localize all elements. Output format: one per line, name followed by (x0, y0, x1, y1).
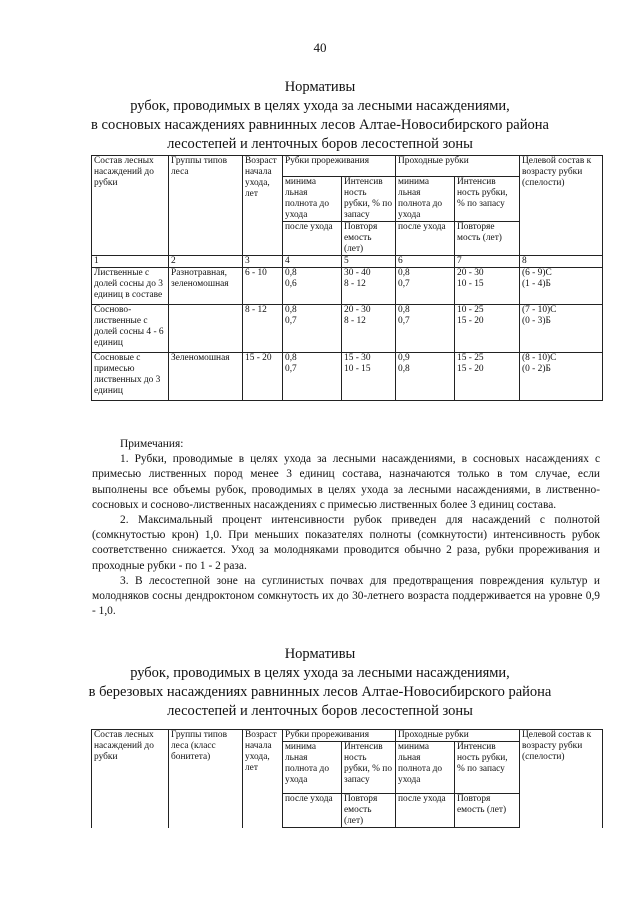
table-row (92, 305, 603, 353)
header-min-density-2: минима льная полнота до ухода (396, 742, 455, 794)
header-thinning: Рубки прореживания (283, 730, 396, 742)
row-composition: Лиственные с долей сосны до 3 единиц в составе (92, 268, 169, 305)
row-target-composition: (6 - 9)С (1 - 4)Б (522, 268, 552, 289)
header-intensity-2: Интенсив ность рубки, % по запасу (455, 177, 520, 222)
column-number: 3 (243, 256, 283, 268)
header-after-care: после ухода (283, 794, 342, 828)
row-passage-density: 0,8 0,7 (398, 268, 410, 289)
row-target-composition: (7 - 10)С (0 - 3)Б (522, 305, 557, 326)
note-item: 1. Рубки, проводимые в целях ухода за лесными насаждениями, в сосновых насаждениях с примесью лиственных пород менее 3 единиц состава, назначаются только в том случае, если выполнены все объемы рубок, проводимых в целях ухода за лесными насаждениями, в лиственно-сосновых и сосново-лиственных насаждениях с примесью лиственных более 3 единиц состава. (92, 453, 600, 511)
row-thinning-density: 0,8 0,6 (285, 268, 297, 289)
header-start-age: Возраст начала ухода, лет (243, 156, 283, 256)
row-passage-density: 0,9 0,8 (398, 353, 410, 374)
header-thinning: Рубки прореживания (283, 156, 396, 177)
notes-title: Примечания: (120, 438, 184, 450)
row-start-age: 15 - 20 (243, 353, 283, 401)
header-after-care-2: после ухода (396, 222, 455, 256)
column-number: 5 (342, 256, 396, 268)
notes (92, 437, 600, 619)
row-passage-intensity: 10 - 25 15 - 20 (457, 305, 484, 326)
section1-heading-line-2: рубок, проводимых в целях ухода за лесными насаждениями, (130, 98, 510, 114)
row-composition: Сосново-лиственные с долей сосны 4 - 6 единиц (92, 305, 169, 353)
header-repeat-2: Повторяе мость (лет) (455, 222, 520, 256)
row-thinning-intensity: 30 - 40 8 - 12 (344, 268, 371, 289)
section1-heading-line-1: Нормативы (284, 79, 356, 95)
column-number: 8 (520, 256, 603, 268)
header-forest-types: Группы типов леса (169, 156, 243, 256)
header-min-density-2: минима льная полнота до ухода (396, 177, 455, 222)
row-forest-types: Зеленомошная (169, 353, 243, 401)
header-min-density: минима льная полнота до ухода (283, 177, 342, 222)
header-repeat: Повторя емость (лет) (342, 794, 396, 828)
header-intensity: Интенсив ность рубки, % по запасу (342, 742, 396, 794)
row-thinning-density: 0,8 0,7 (285, 305, 297, 326)
row-forest-types (169, 305, 243, 353)
column-number: 1 (92, 256, 169, 268)
header-composition: Состав лесных насаждений до рубки (92, 156, 169, 256)
header-repeat: Повторя емость (лет) (342, 222, 396, 256)
section2-heading-line-4: лесостепей и ленточных боров лесостепной зоны (167, 703, 473, 719)
row-forest-types: Разнотравная, зеленомошная (169, 268, 243, 305)
row-target-composition: (8 - 10)С (0 - 2)Б (522, 353, 557, 374)
header-passage: Проходные рубки (396, 156, 520, 177)
note-item: 3. В лесостепной зоне на суглинистых почвах для предотвращения повреждения культур и молодняков сосны дендроктоном сомкнутость их до 30-летнего возраста поддерживается на уровне 0,9 - 1,0. (92, 574, 600, 618)
row-thinning-density: 0,8 0,7 (285, 353, 297, 374)
birch-standards-table (91, 729, 603, 828)
section1-heading (40, 78, 600, 154)
section1-heading-line-3: в сосновых насаждениях равнинных лесов Алтае-Новосибирского района (91, 117, 549, 133)
header-passage: Проходные рубки (396, 730, 520, 742)
table-row (92, 353, 603, 401)
table-row (92, 268, 603, 305)
row-composition: Сосновые с примесью лиственных до 3 единиц (92, 353, 169, 401)
header-target-composition: Целевой состав к возрасту рубки (спелости) (520, 730, 603, 828)
column-number-row (92, 256, 603, 268)
header-min-density: минима льная полнота до ухода (283, 742, 342, 794)
header-target-composition: Целевой состав к возрасту рубки (спелости) (520, 156, 603, 256)
row-passage-intensity: 15 - 25 15 - 20 (457, 353, 484, 374)
column-number: 4 (283, 256, 342, 268)
section1-heading-line-4: лесостепей и ленточных боров лесостепной зоны (167, 136, 473, 152)
page-number: 40 (313, 40, 327, 55)
pine-standards-table (91, 155, 603, 401)
note-item: 2. Максимальный процент интенсивности рубок приведен для насаждений с полнотой (сомкнутостью крон) 1,0. При меньших показателях полноты (сомкнутости) интенсивность рубок соответственно снижается. Уход за молодняками проводится обычно 2 раза, рубки прореживания и проходные рубки - по 1 - 2 раза. (92, 514, 600, 572)
row-passage-density: 0,8 0,7 (398, 305, 410, 326)
row-start-age: 6 - 10 (243, 268, 283, 305)
section2-heading-line-3: в березовых насаждениях равнинных лесов Алтае-Новосибирского района (88, 684, 552, 700)
column-number: 6 (396, 256, 455, 268)
row-start-age: 8 - 12 (243, 305, 283, 353)
row-thinning-intensity: 15 - 30 10 - 15 (344, 353, 371, 374)
header-forest-types: Группы типов леса (класс бонитета) (169, 730, 243, 828)
section2-heading-line-2: рубок, проводимых в целях ухода за лесными насаждениями, (130, 665, 510, 681)
header-composition: Состав лесных насаждений до рубки (92, 730, 169, 828)
header-intensity: Интенсив ность рубки, % по запасу (342, 177, 396, 222)
column-number: 7 (455, 256, 520, 268)
header-after-care: после ухода (283, 222, 342, 256)
section2-heading-line-1: Нормативы (284, 646, 356, 662)
row-thinning-intensity: 20 - 30 8 - 12 (344, 305, 371, 326)
header-start-age: Возраст начала ухода, лет (243, 730, 283, 828)
column-number: 2 (169, 256, 243, 268)
header-after-care-2: после ухода (396, 794, 455, 828)
header-repeat-2: Повторя емость (лет) (455, 794, 520, 828)
section2-heading (40, 645, 600, 721)
row-passage-intensity: 20 - 30 10 - 15 (457, 268, 484, 289)
header-intensity-2: Интенсив ность рубки, % по запасу (455, 742, 520, 794)
